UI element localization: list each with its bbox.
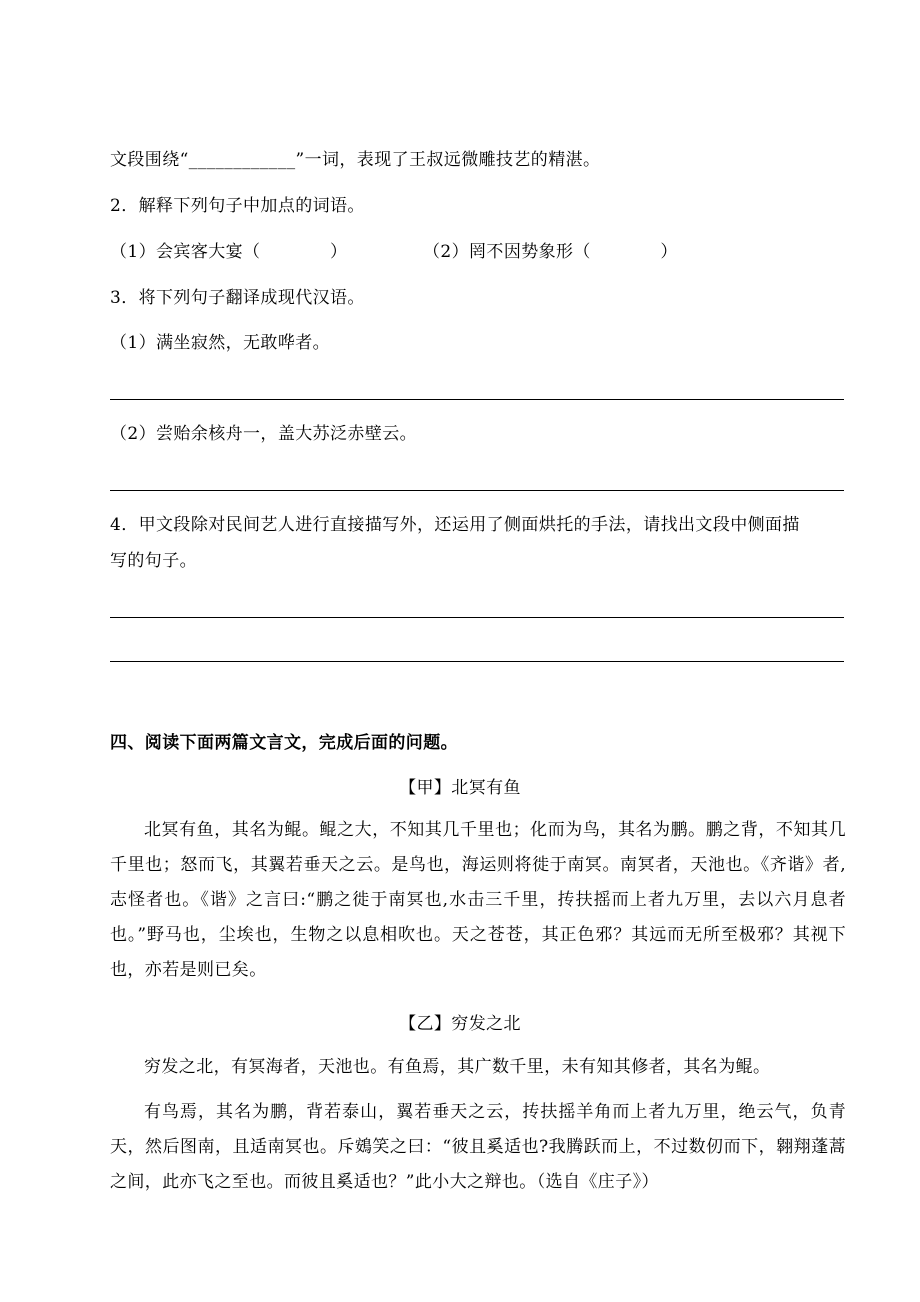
answer-line-3-1[interactable] xyxy=(110,399,844,400)
passage-jia-text: 北冥有鱼，其名为鲲。鲲之大，不知其几千里也；化而为鸟，其名为鹏。鹏之背，不知其几千里也；怒而飞，其翼若垂天之云。是鸟也，海运则将徙于南冥。南冥者，天池也。《齐谐》者,志怪者也。《谐》之言曰:“鹏之徙于南冥也,水击三千里，抟扶摇而上者九万里，去以六月息者也。”野马也，尘埃也，生物之以息相吹也。天之苍苍，其正色邪？其远而无所至极邪？其视下也，亦若是则已矣。 xyxy=(110,820,846,980)
passage-yi-paragraph-1: 穷发之北，有冥海者，天池也。有鱼焉，其广数千里，未有知其修者，其名为鲲。 xyxy=(144,1057,771,1077)
question-4-line-2: 写的句子。 xyxy=(110,551,197,571)
answer-line-4-2[interactable] xyxy=(110,661,844,662)
passage-yi-paragraph-2: 有鸟焉，其名为鹏，背若泰山，翼若垂天之云，抟扶摇羊角而上者九万里，绝云气，负青天，然后图南，且适南冥也。斥鴳笑之曰：“彼且奚适也?我腾跃而上，不过数仞而下，翱翔蓬蒿之间，此亦飞之至也。而彼且奚适也？”此小大之辩也。（选自《庄子》） xyxy=(110,1102,846,1192)
answer-line-3-2[interactable] xyxy=(110,490,844,491)
question-2-prompt: 2．解释下列句子中加点的词语。 xyxy=(110,196,365,216)
fill-blank-question xyxy=(110,150,600,170)
question-3-item-1: （1）满坐寂然，无敢哗者。 xyxy=(110,333,331,353)
question-4-line-1: 4．甲文段除对民间艺人进行直接描写外，还运用了侧面烘托的手法，请找出文段中侧面描 xyxy=(110,515,800,535)
fill-blank-text-after: ”一词，表现了王叔远微雕技艺的精湛。 xyxy=(295,150,601,170)
fill-blank-text-before: 文段围绕“ xyxy=(110,150,189,170)
question-2-item-2: （2）罔不因势象形（ ） xyxy=(423,242,678,262)
question-3-prompt: 3．将下列句子翻译成现代汉语。 xyxy=(110,288,365,308)
question-2-item-1: （1）会宾客大宴（ ） xyxy=(110,242,348,262)
passage-yi-title: 【乙】穷发之北 xyxy=(399,1014,521,1034)
answer-line-4-1[interactable] xyxy=(110,617,844,618)
passage-jia-title: 【甲】北冥有鱼 xyxy=(399,778,521,798)
section-4-heading: 四、阅读下面两篇文言文，完成后面的问题。 xyxy=(110,733,458,753)
question-3-item-2: （2）尝贻余核舟一，盖大苏泛赤壁云。 xyxy=(110,424,418,444)
fill-blank-answer-field[interactable]: ____________ xyxy=(188,150,296,170)
